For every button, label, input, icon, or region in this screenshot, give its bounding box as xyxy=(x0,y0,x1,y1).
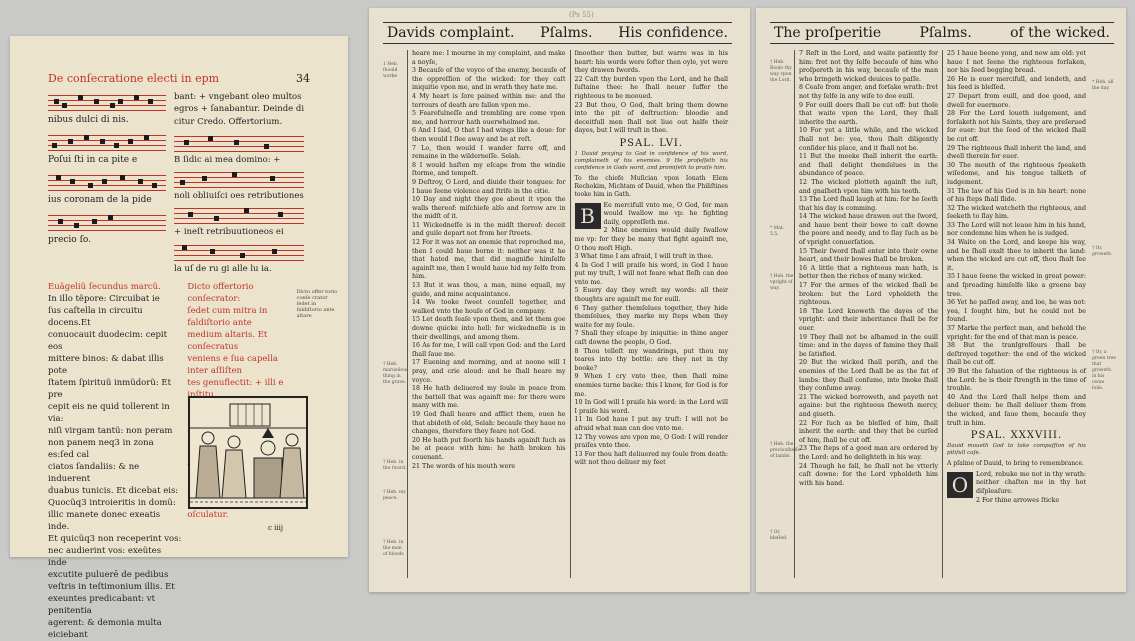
psalm-superscription: A pſalme of Dauid, to bring to remembrance. xyxy=(947,459,1084,467)
verse: 21 The words of his mouth were xyxy=(412,462,516,470)
missal-leaf xyxy=(10,36,348,641)
verse: 23 But thou, O God, ſhalt bring them downe into the pit of deſtruction: bloodie and deceitfull men ſhall not liue out halfe their dayes, but I will truſt in thee. xyxy=(574,101,728,135)
verse: 2 For thine arrowes ſticke xyxy=(976,496,1060,504)
verse: 9 When I cry vnto thee, then ſhall mine enemies turne backe: this I know, for God is for me. xyxy=(574,373,728,398)
margin-notes xyxy=(770,50,801,578)
margin-note: † Heb. my peace. xyxy=(383,490,406,501)
rubric-line: tes genuflectit: + illi e xyxy=(187,378,284,389)
margin-note: † Or, groweth xyxy=(1092,246,1111,257)
gospel-line: ſus caſtella in circuitu docens.Et xyxy=(48,306,143,329)
verse: 18 He hath deliuered my ſoule in peace from the battell that was againſt me: for there were many with me. xyxy=(412,385,566,410)
verse: 16 As for me, I will call vpon God: and the Lord ſhall ſaue me. xyxy=(412,342,566,358)
verse: 35 I haue ſeene the wicked in great power: and ſpreading himſelfe like a greene bay tree. xyxy=(947,273,1086,298)
dropcap-initial: B xyxy=(575,203,601,229)
missal-line: citur Credo. Offertorium. xyxy=(174,116,283,127)
missal-line: bant: + vngebant oleo multos xyxy=(174,92,302,102)
gospel-text xyxy=(48,281,181,641)
margin-note: † Heb. in the men of bloods xyxy=(383,540,404,557)
verse: 11 In God haue I put my truſt: I will not be afraid what man can doe vnto me. xyxy=(574,416,728,432)
margin-note: † Heb. in the ſword. xyxy=(383,460,407,471)
verse: 37 Marke the perfect man, and behold the vpright: for the end of that man is peace. xyxy=(947,325,1086,341)
verse: 5 Fearefulneſſe and trembling are come vpon me, and horrour hath ouerwhelmed me. xyxy=(412,110,566,126)
verse: 40 And the Lord ſhall helpe them and deliuer them: he ſhall deliuer them from the wicked, and ſaue them, becauſe they truſt in him. xyxy=(947,393,1086,427)
gospel-line: non panem neq3 in zona es:ſed cal xyxy=(48,438,154,461)
verse: 13 For thou haſt deliuered my ſoule from death: wilt not thou deliuer my feet xyxy=(574,450,728,467)
verse: 17 For the armes of the wicked ſhall be broken: but the Lord vpholdeth the righteous. xyxy=(799,282,938,307)
verse: 17 Euening and morning, and at noone will I pray, and crie aloud: and he ſhall heare my voyce. xyxy=(412,359,566,384)
verse: 5 Euery day they wreſt my words: all their thoughts are againſt me for euill. xyxy=(574,287,728,304)
margin-note: 1 Heb. ſhould worke xyxy=(383,62,399,79)
gospel-line: niſi virgam tantũ: non peram xyxy=(48,426,173,437)
text-columns xyxy=(383,50,732,578)
gospel-line: ciatos ſandaliis: & ne induerent xyxy=(48,462,140,485)
verse: heare me: I mourne in my complaint, and make a noyſe, xyxy=(412,50,566,66)
gospel-heading: Euãgeliũ ſecundus marcũ. xyxy=(48,282,161,293)
rubric-line: ſedet cum mitra in faldiſtorio ante xyxy=(187,306,268,329)
psalm-superscription: To the chiefe Muſician vpon Ionath Elem Rechokim, Michtam of Dauid, when the Philiſtines tooke him in Gath. xyxy=(574,174,728,198)
column-two xyxy=(570,50,733,578)
verse: 8 I would haſten my eſcape from the windie ſtorme, and tempeſt. xyxy=(412,161,566,178)
psalm-number: PSAL. XXXVIII. xyxy=(970,430,1063,442)
verse: 2 Mine enemies would daily ſwallow me vp: for they be many that fight againſt me, O thou moſt High. xyxy=(574,227,728,252)
verse: 36 Yet he paſſed away, and loe, he was not: yea, I ſought him, but he could not be found. xyxy=(947,299,1086,324)
margin-notes-outer xyxy=(1092,50,1114,578)
verse: Ee mercifull vnto me, O God, for man would ſwallow me vp: he fighting daily, oppreſſeth me. xyxy=(603,201,728,226)
verse: 26 He is euer mercifull, and lendeth, and his ſeed is bleſſed. xyxy=(947,75,1086,92)
header-right: of the wicked. xyxy=(1010,25,1110,41)
chant-staff xyxy=(48,91,166,125)
rubric-line: Dicto offertorio conſecrator: xyxy=(187,282,254,305)
verse: 30 The mouth of the righteous ſpeaketh wiſedome, and his tongue talketh of iudgement. xyxy=(947,161,1086,186)
margin-notes xyxy=(383,50,407,578)
verse: 23 The ſteps of a good man are ordered by the Lord: and he delighteth in his way. xyxy=(799,445,938,461)
verse: 12 For it was not an enemie that reproched me, then I could haue borne it: neither was it he that hated me, that did magnifie himſelfe againſt me, then I would haue hid my ſelfe from him. xyxy=(412,239,566,281)
verse: 7 Lo, then would I wander farre off, and remaine in the wilderneſſe. Selah. xyxy=(412,144,566,161)
verse: 14 We tooke ſweet counſell together, and walked vnto the houſe of God in company. xyxy=(412,299,566,315)
gospel-line: agerent: & demonia multa eiciebant xyxy=(48,618,162,641)
gospel-line: nec audierint vos: exeũtes inde xyxy=(48,546,162,569)
verse: 13 But it was thou, a man, mine equall, my guide, and mine acquaintance. xyxy=(412,282,566,298)
verse: Lord, rebuke me not in thy wrath: neither chaſten me in thy hot diſpleaſure. xyxy=(976,470,1086,495)
chant-staff xyxy=(174,168,304,190)
chant-staff xyxy=(48,171,166,205)
psalms-leaf-right xyxy=(756,8,1126,592)
chant-notation-column xyxy=(48,91,166,275)
verse: 29 The righteous ſhall inherit the land, and dwell therein for euer. xyxy=(947,144,1086,161)
gospel-line: exeuntes predicabant: vt penitentia xyxy=(48,594,156,617)
verse: 4 In God I will praiſe his word, in God I haue put my truſt, I will not feare what fleſh can doe vnto me. xyxy=(574,261,728,286)
gospel-line: ſtatem ſpirituũ inmũdorũ: Et pre xyxy=(48,378,172,401)
verse: 25 I haue beene yong, and now am old: yet haue I not ſeene the righteous forſaken, nor his ſeed begging bread. xyxy=(947,50,1086,75)
margin-note: † Heb. marueilous thing in the grave. xyxy=(383,362,409,385)
rubric-line: medium altaris. Et conſecratus xyxy=(187,330,268,353)
missal-line: B ſidic ai mea domino: + xyxy=(174,154,281,165)
verse: 8 Thou telleſt my wandrings, put thou my teares into thy bottle: are they not in thy booke? xyxy=(574,347,728,372)
margin-note: † Heb. Roule thy way vpon the Lord. xyxy=(770,60,792,83)
verse: 11 But the meeke ſhall inherit the earth: and ſhall delight themſelues in the abundance of peace. xyxy=(799,153,938,178)
verse: 31 The law of his God is in his heart: none of his ſteps ſhall ſlide. xyxy=(947,187,1086,204)
verse: 9 For euill doers ſhall be cut off: but thoſe that waite vpon the Lord, they ſhall inherite the earth. xyxy=(799,101,938,126)
chant-staff xyxy=(174,241,304,263)
gospel-line: excutite puluerē de pedibus xyxy=(48,570,169,581)
verse: 15 Let death ſeaſe vpon them, and let them goe downe quicke into hell: for wickedneſſe is in their dwellings, and among them. xyxy=(412,316,566,341)
verse: 10 For yet a little while, and the wicked ſhall not be: yea, thou ſhalt diligently conſider his place, and it ſhall not be. xyxy=(799,127,938,152)
verse: 7 Reſt in the Lord, and waite patiently for him: fret not thy ſelfe becauſe of him who proſpereth in his way, becauſe of the man who bringeth wicked deuices to paſſe. xyxy=(799,50,938,83)
verse: 7 Shall they eſcape by iniquitie: in thine anger caſt downe the people, O God. xyxy=(574,330,728,347)
gospel-line: veſtris in teſtimonium illis. Et xyxy=(48,582,175,593)
gospel-line: In illo tẽpore: Circuibat ie xyxy=(48,294,160,305)
verse: 21 The wicked borroweth, and payeth not againe: but the righteous ſheweth mercy, and giueth. xyxy=(799,393,938,418)
verse: 34 Waite on the Lord, and keepe his way, and he ſhall exalt thee to inherit the land: when the wicked are cut off, thou ſhalt ſee it. xyxy=(947,239,1086,272)
text-columns xyxy=(770,50,1114,578)
chant-staff xyxy=(48,131,166,165)
gospel-line: conuocauit duodecim: cepit eos xyxy=(48,330,168,353)
missal-section-title: De conſecratione electi in epm xyxy=(48,72,220,85)
header-center: Pſalms. xyxy=(540,25,593,41)
chant-staff xyxy=(48,211,166,245)
verse: 28 For the Lord loueth iudgement, and forſaketh not his Saints, they are preſerued for euer: but the ſeed of the wicked ſhall be cut off. xyxy=(947,110,1086,143)
verse: 4 My heart is ſore pained within me: and the terrours of death are fallen vpon me. xyxy=(412,92,566,109)
verse: ſmoother then butter, but warre was in his heart: his words were ſofter then oyle, yet were they drawen ſwords. xyxy=(574,50,728,75)
gospel-line: Et quicũq3 non receperint vos: xyxy=(48,534,182,545)
verse: 3 Becauſe of the voyce of the enemy, becauſe of the oppreſſion of the wicked: for they caſt iniquitie vpon me, and in wrath they hate me. xyxy=(412,67,566,92)
missal-right-column xyxy=(174,91,304,275)
verse: 6 And I ſaid, O that I had wings like a doue: for then would I flee away and be at reſt. xyxy=(412,127,566,143)
missal-line: noli obliuiſci oes retributiones xyxy=(174,191,304,202)
verse: 14 The wicked haue drawen out the ſword, and haue bent their bowe to caſt downe the poore and needy, and to ſlay ſuch as be of vpright conuerſation. xyxy=(799,213,938,247)
verse: 19 God ſhall heare and afflict them, euen he that abideth of old, Selah: becauſe they haue no changes, therefore they feare not God. xyxy=(412,410,566,436)
column-one xyxy=(794,50,942,578)
chant-staff xyxy=(174,204,304,226)
margin-note: † Heb. the vpright of way. xyxy=(770,274,794,291)
missal-header xyxy=(48,72,310,85)
margin-note: † Or, a green tree that groweth in his owne ſoile. xyxy=(1092,350,1116,391)
chant-lyric: Poſui ſti in ca pite e xyxy=(48,155,138,165)
running-header xyxy=(770,22,1114,44)
verse: 19 They ſhall not be aſhamed in the euill time: and in the dayes of famine they ſhall be ſatisfied. xyxy=(799,333,938,358)
gospel-line: mittere binos: & dabat illis pote xyxy=(48,354,164,377)
chant-lyric: ius coronam de la pide xyxy=(48,195,152,205)
dropcap-initial: O xyxy=(947,472,973,498)
missal-folio-number: 34 xyxy=(296,72,310,85)
missal-line: egros + ſanabantur. Deinde di xyxy=(174,104,305,115)
verse: 13 The Lord ſhall laugh at him: for he ſeeth that his day is comming. xyxy=(799,196,938,212)
verse: 11 Wickedneſſe is in the midſt thereof: deceit and guile depart not from her ſtreets. xyxy=(412,221,566,238)
verse: 20 But the wicked ſhall periſh, and the enemies of the Lord ſhall be as the fat of lambs: they ſhall conſume, into ſmoke ſhall they conſume away. xyxy=(799,359,938,393)
woodcut-scene-image xyxy=(190,398,306,507)
verse: 6 They gather themſelues together, they hide themſelues, they marke my ſteps when they waite for my ſoule. xyxy=(574,304,728,329)
missal-line: la uſ de ru gi alle lu ia. xyxy=(174,263,272,274)
verse: 3 What time I am afraid, I will truſt in thee. xyxy=(574,253,714,261)
woodcut-illustration xyxy=(188,396,308,509)
margin-note: * Heb. all the day. xyxy=(1092,80,1114,91)
chant-lyric: precio ſo. xyxy=(48,235,92,245)
gospel-line: illic manete donec exeatis inde. xyxy=(48,510,161,533)
verse: 38 But the tranſgreſſours ſhall be deſtroyed together: the end of the wicked ſhall be cut off. xyxy=(947,342,1086,367)
verse: 12 The wicked plotteth againſt the iuſt, and gnaſheth vpon him with his teeth. xyxy=(799,178,938,195)
header-center: Pſalms. xyxy=(919,25,972,41)
verse: 20 He hath put foorth his hands againſt ſuch as be at peace with him: he hath broken his couenant. xyxy=(412,436,566,461)
verse: 27 Depart from euill, and doe good, and dwell for euermore. xyxy=(947,92,1086,109)
verse: 9 Deſtroy, O Lord, and diuide their tongues: for I haue ſeene violence and ſtrife in the citie. xyxy=(412,178,566,195)
missal-line: + ineſt retribuutioneos ei xyxy=(174,227,284,238)
psalm-argument: 1 Dauid praying to God in confidence of his word, complaineth of his enemies. 9 He profeſſeth his confidence in Gods word, and promiſeth to praiſe him. xyxy=(574,150,728,171)
verse: 39 But the ſaluation of the righteous is of the Lord: he is their ſtrength in the time of trouble. xyxy=(947,367,1086,393)
chant-lyric: nibus dulci di nis. xyxy=(48,115,129,125)
verse: 22 For ſuch as be bleſſed of him, ſhall inherit the earth: and they that be curſed of him, ſhall be cut off. xyxy=(799,419,938,444)
header-left: Davids complaint. xyxy=(387,25,515,41)
verse: 24 Though he fall, he ſhall not be vtterly caſt downe: for the Lord vpholdeth him with his hand. xyxy=(799,462,938,487)
missal-signature-mark: c iiij xyxy=(268,524,284,532)
verse: 12 Thy vowes are vpon me, O God: I will render praiſes vnto thee. xyxy=(574,433,728,450)
margin-note: † Heb. the preciouſneſſe of lambs. xyxy=(770,442,801,459)
header-right: His confidence. xyxy=(618,25,728,41)
psalms-leaf-left xyxy=(369,8,750,592)
running-header xyxy=(383,22,732,44)
psalm-argument: Dauid moueth God to take compaſſion of his pitifull caſe. xyxy=(947,442,1086,456)
verse: 10 Day and night they goe about it vpon the walls thereof: miſchiefe alſo and ſorrow are in the midſt of it. xyxy=(412,196,566,221)
verse: 8 Ceaſe from anger, and forſake wrath: fret not thy ſelfe in any wiſe to doe euill. xyxy=(799,84,938,100)
column-one xyxy=(407,50,570,578)
verse: 16 A little that a righteous man hath, is better then the riches of many wicked. xyxy=(799,264,938,281)
verse: 33 The Lord will not leaue him in his hand, nor condemne him when he is iudged. xyxy=(947,221,1086,238)
missal-margin-note: Dicto offer torio conſe crator ſedet in faldiſtorio ante altare xyxy=(296,289,338,320)
verse: 15 Their ſword ſhall enter into their owne heart, and their bowes ſhall be broken. xyxy=(799,247,938,264)
rubric-line: veniens e ſua capella inter aſſiſten xyxy=(187,354,278,377)
verse: 18 The Lord knoweth the dayes of the vpright: and their inheritance ſhall be for euer. xyxy=(799,307,938,332)
missal-body xyxy=(48,91,338,275)
margin-note: † Or, bleſſed. xyxy=(770,530,788,541)
verse: 22 Caſt thy burden vpon the Lord, and he ſhall ſuſtaine thee: he ſhall neuer ſuffer the righteous to be mooued. xyxy=(574,75,728,100)
header-left: The proſperitie xyxy=(774,25,882,41)
gospel-line: cepit eis ne quid tollerent in via: xyxy=(48,402,170,425)
gospel-line: Quocũq3 introieritis in domũ: xyxy=(48,498,176,509)
verse: 10 In God will I praiſe his word: in the Lord will I praiſe his word. xyxy=(574,399,728,415)
pencil-mark: (Ps 55) xyxy=(569,11,594,19)
psalm-number: PSAL. LVI. xyxy=(619,137,684,149)
column-two xyxy=(942,50,1090,578)
verse: 32 The wicked watcheth the righteous, and ſeeketh to ſlay him. xyxy=(947,204,1086,221)
margin-note: * Mat. 5.5. xyxy=(770,226,785,237)
chant-staff xyxy=(174,132,304,154)
gospel-line: duabus tunicis. Et dicebat eis: xyxy=(48,486,179,497)
rubric-line: oſculatur. xyxy=(187,510,229,521)
